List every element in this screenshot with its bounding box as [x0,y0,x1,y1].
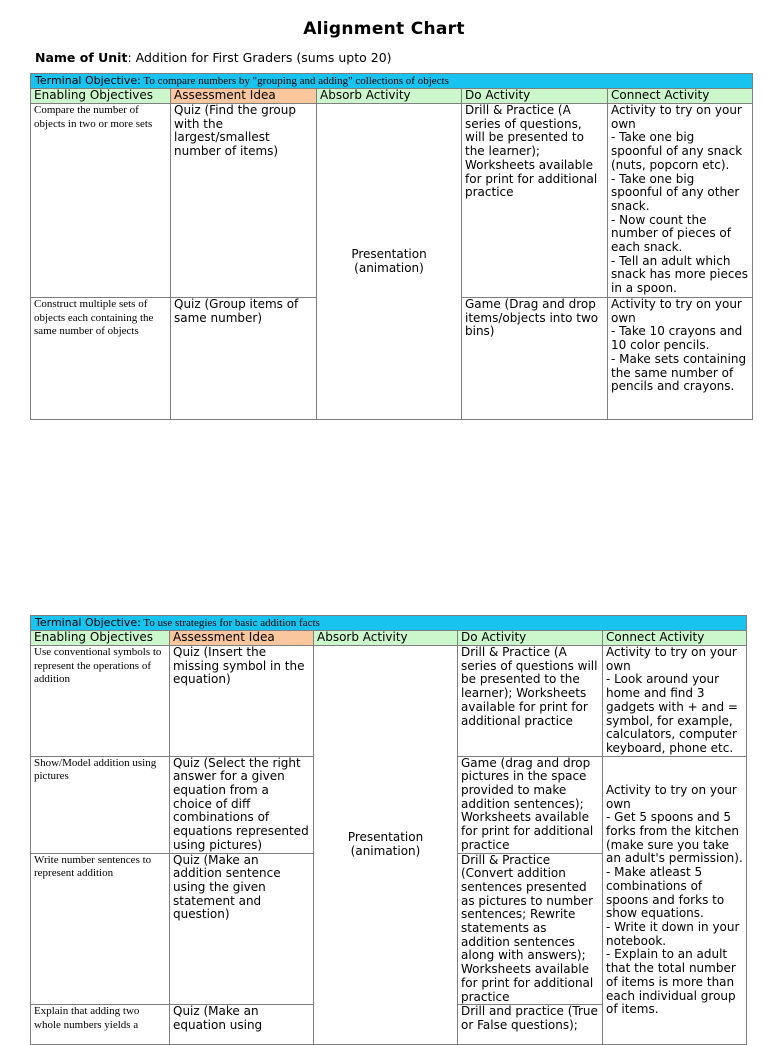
header-row [31,631,747,646]
header-do-activity: Do Activity [462,89,608,104]
terminal-objective [31,74,753,89]
table-row [31,104,753,298]
terminal-objective-row [31,616,747,631]
header-absorb-activity: Absorb Activity [317,89,462,104]
connect-activity: Activity to try on your own - Take one big spoonful of any snack (nuts, popcorn etc). - Take one big spoonful of any other snack. - Now count the number of pieces of each snack. - Tell an adult which snack has more pieces in a spoon. [608,104,753,298]
terminal-objective-text: To compare numbers by "grouping and adding" collections of objects [140,75,449,87]
alignment-table-1 [30,73,753,420]
do-activity: Drill & Practice (Convert addition sentences presented as pictures to number sentences; Rewrite statements as addition sentences along with answers); Worksheets available for print for additional practice [458,853,603,1005]
header-absorb-activity: Absorb Activity [314,631,458,646]
assessment-idea: Quiz (Group items of same number) [171,298,317,420]
do-activity: Game (Drag and drop items/objects into two bins) [462,298,608,420]
do-activity: Drill & Practice (A series of questions, will be presented to the learner); Worksheets available for print for additional practice [462,104,608,298]
terminal-objective-label: Terminal Objective: [35,616,141,629]
assessment-idea: Quiz (Insert the missing symbol in the equation) [170,646,314,757]
page-title: Alignment Chart [303,19,465,39]
enabling-objective: Write number sentences to represent addition [31,853,170,1005]
header-connect-activity: Connect Activity [608,89,753,104]
header-assessment-idea: Assessment Idea [170,631,314,646]
header-enabling-objectives: Enabling Objectives [31,631,170,646]
terminal-objective [31,616,747,631]
enabling-objective: Compare the number of objects in two or more sets [31,104,171,298]
table-row [31,646,747,757]
terminal-objective-label: Terminal Objective: [35,74,141,87]
terminal-objective-text: To use strategies for basic addition facts [140,617,320,629]
header-enabling-objectives: Enabling Objectives [31,89,171,104]
terminal-objective-row [31,74,753,89]
connect-activity: Activity to try on your own - Get 5 spoons and 5 forks from the kitchen (make sure you take an adult's permission). - Make atleast 5 combinations of spoons and forks to show equations. - Write it down in your notebook. - Explain to an adult that the total number of items is more than each individual group of items. [603,756,747,1045]
connect-activity: Activity to try on your own - Look around your home and find 3 gadgets with + and = symbol, for example, calculators, computer keyboard, phone etc. [603,646,747,757]
connect-activity: Activity to try on your own - Take 10 crayons and 10 color pencils. - Make sets containing the same number of pencils and crayons. [608,298,753,420]
enabling-objective: Explain that adding two whole numbers yields a [31,1005,170,1045]
assessment-idea: Quiz (Make an equation using [170,1005,314,1045]
header-do-activity: Do Activity [458,631,603,646]
unit-label: Name of Unit [35,50,128,65]
alignment-table-2 [30,615,747,1045]
enabling-objective: Show/Model addition using pictures [31,756,170,853]
header-row [31,89,753,104]
assessment-idea: Quiz (Select the right answer for a given equation from a choice of diff combinations of equations represented using pictures) [170,756,314,853]
do-activity: Drill & Practice (A series of questions will be presented to the learner); Worksheets available for print for additional practice [458,646,603,757]
do-activity: Game (drag and drop pictures in the space provided to make addition sentences); Worksheets available for print for additional practice [458,756,603,853]
assessment-idea: Quiz (Make an addition sentence using the given statement and question) [170,853,314,1005]
header-connect-activity: Connect Activity [603,631,747,646]
enabling-objective: Construct multiple sets of objects each containing the same number of objects [31,298,171,420]
absorb-activity: Presentation (animation) [314,646,458,1045]
do-activity: Drill and practice (True or False questions); [458,1005,603,1045]
assessment-idea: Quiz (Find the group with the largest/smallest number of items) [171,104,317,298]
absorb-activity: Presentation (animation) [317,104,462,420]
unit-name [35,50,392,65]
header-assessment-idea: Assessment Idea [171,89,317,104]
enabling-objective: Use conventional symbols to represent the operations of addition [31,646,170,757]
unit-value: : Addition for First Graders (sums upto 20) [127,50,392,65]
